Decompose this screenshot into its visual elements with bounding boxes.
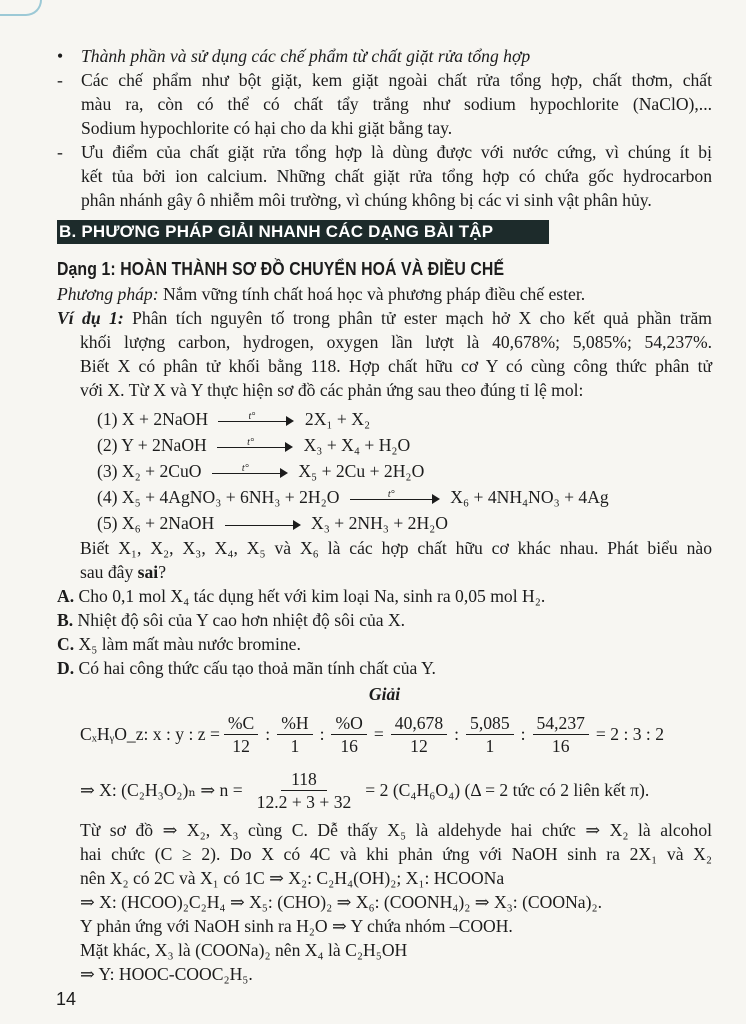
reaction-products: X₆ + 4NH₄NO₃ + 4Ag: [450, 487, 609, 507]
reaction-label: (4): [97, 487, 118, 507]
example-label: Ví dụ 1:: [57, 308, 124, 328]
reaction-reactants: X₂ + 2CuO: [121, 461, 202, 481]
text-line: phân nhánh gây ô nhiễm môi trường, vì chúng không bị các vi sinh vật phân hủy.: [81, 190, 652, 210]
reaction-reactants: X₆ + 2NaOH: [121, 513, 215, 533]
reaction-products: X₅ + 2Cu + 2H₂O: [298, 461, 425, 481]
fraction: $\frac{40,678}{12}$: [391, 712, 447, 757]
text-line: kết tủa bởi ion calcium. Những chất giặt rửa tổng hợp có chứa gốc hydrocarbon: [81, 166, 712, 186]
reaction-products: 2X₁ + X₂: [304, 409, 371, 429]
method-text: Nắm vững tính chất hoá học và phương pháp điều chế ester.: [158, 284, 586, 304]
answer-options: [57, 584, 712, 680]
option-letter: B.: [57, 610, 74, 630]
n-calc-result: = 2 (C₄H₆O₄) (Δ = 2 tức có 2 liên kết π).: [365, 780, 650, 800]
reaction-arrow-icon: [217, 436, 293, 454]
n-calc-lead: ⇒ X: (C₂H₃O₂)ₙ ⇒ n =: [80, 780, 243, 800]
dash-icon: -: [57, 70, 63, 90]
ratio-equation: CₓHᵧO_z: x : y : z = $\frac{\%C}{12}$ : $\frac{\%H}{1}$ : $\frac{\%O}{16}$ = $\frac{40,678}{12}$ : $\frac{5,085}{1}$ : $\frac{54,237}{16}$ = 2 : 3 : 2: [80, 712, 665, 756]
heat-condition: t°: [387, 488, 395, 500]
question-text: sau đây: [80, 562, 138, 582]
fraction: $\frac{\%O}{16}$: [331, 712, 366, 757]
reaction-reactants: X₅ + 4AgNO₃ + 6NH₃ + 2H₂O: [121, 487, 340, 507]
reaction-5: [57, 510, 712, 536]
bullet-heading-row: [57, 44, 712, 68]
text-line: ⇒ X: (HCOO)₂C₂H₄ ⇒ X₅: (CHO)₂ ⇒ X₆: (COONH₄)₂ ⇒ X₃: (COONa)₂.: [80, 892, 602, 912]
solution-explanation: [57, 818, 712, 986]
question-emphasis: sai: [137, 562, 159, 582]
option-c: [57, 632, 712, 656]
corner-decoration: [0, 0, 42, 16]
fraction: $\frac{54,237}{16}$: [533, 712, 589, 757]
reaction-products: X₃ + 2NH₃ + 2H₂O: [311, 513, 448, 533]
reaction-label: (1): [97, 409, 118, 429]
option-b: [57, 608, 712, 632]
reaction-arrow-icon: [225, 518, 301, 532]
question-line: Biết X₁, X₂, X₃, X₄, X₅ và X₆ là các hợp chất hữu cơ khác nhau. Phát biểu nào: [80, 538, 712, 558]
fraction: $\frac{5,085}{1}$: [466, 712, 514, 757]
reaction-reactants: Y + 2NaOH: [121, 435, 207, 455]
page-content: [57, 44, 712, 986]
option-text: X₅ làm mất màu nước bromine.: [74, 634, 301, 654]
text-line: hai chức (C ≥ 2). Do X có 4C và khi phản ứng với NaOH sinh ra 2X₁ và X₂: [80, 844, 712, 864]
dash-item-1: [57, 68, 712, 140]
fraction: $\frac{\%C}{12}$: [224, 712, 258, 757]
n-calculation: [57, 762, 712, 818]
dash-icon: -: [57, 142, 63, 162]
text-line: ⇒ Y: HOOC-COOC₂H₅.: [80, 964, 253, 984]
ratio-lead: CₓHᵧO_z: x : y : z =: [80, 724, 220, 744]
heat-condition: t°: [247, 436, 254, 448]
text-line: Ưu điểm của chất giặt rửa tổng hợp là dùng được với nước cứng, vì chúng ít bị: [81, 142, 712, 162]
text-line: Sodium hypochlorite có hại cho da khi giặt bằng tay.: [81, 118, 453, 138]
page-number: 14: [56, 989, 77, 1009]
option-letter: C.: [57, 634, 75, 654]
question-line-2: [80, 560, 712, 584]
reaction-arrow-icon: [350, 488, 440, 506]
ratio-result: = 2 : 3 : 2: [595, 724, 665, 744]
text-line: với X. Từ X và Y thực hiện sơ đồ các phản ứng sau theo đúng tỉ lệ mol:: [80, 380, 584, 400]
text-line: Biết X có phân tử khối bằng 118. Hợp chất hữu cơ Y có cùng công thức phân tử: [80, 356, 712, 376]
method-label: Phương pháp:: [57, 284, 159, 304]
reaction-label: (2): [97, 435, 118, 455]
text-line: Từ sơ đồ ⇒ X₂, X₃ cùng C. Dễ thấy X₅ là aldehyde hai chức ⇒ X₂ là alcohol: [80, 820, 712, 840]
option-text: Nhiệt độ sôi của Y cao hơn nhiệt độ sôi của X.: [73, 610, 406, 630]
reaction-products: X₃ + X₄ + H₂O: [303, 435, 411, 455]
fraction: $\frac{118}{12.2 + 3 + 32}$: [256, 768, 352, 812]
reaction-4: [57, 484, 712, 510]
fraction: $\frac{\%H}{1}$: [277, 712, 312, 757]
option-text: Có hai công thức cấu tạo thoả mãn tính chất của Y.: [74, 658, 436, 678]
example-first-line: [57, 306, 712, 330]
reaction-arrow-icon: [212, 462, 288, 480]
bullet-icon: •: [57, 46, 64, 66]
text-line: nên X₂ có 2C và X₁ có 1C ⇒ X₂: C₂H₄(OH)₂; X₁: HCOONa: [80, 868, 505, 888]
method-line: [57, 282, 712, 306]
reaction-label: (5): [97, 513, 118, 533]
reaction-arrow-icon: [218, 410, 294, 428]
section-b-title: B. PHƯƠNG PHÁP GIẢI NHANH CÁC DẠNG BÀI TẬP: [57, 220, 549, 244]
reaction-reactants: X + 2NaOH: [121, 409, 209, 429]
heat-condition: t°: [248, 410, 256, 422]
dang-1-title: Dạng 1: HOÀN THÀNH SƠ ĐỒ CHUYỂN HOÁ VÀ ĐIỀU CHẾ: [57, 259, 505, 279]
reaction-label: (3): [97, 461, 118, 481]
reaction-scheme: [57, 406, 712, 536]
option-text: Cho 0,1 mol X₄ tác dụng hết với kim loại Na, sinh ra 0,05 mol H₂.: [74, 586, 546, 606]
example-text: Phân tích nguyên tố trong phân tử ester mạch hở X cho kết quả phần trăm: [123, 308, 712, 328]
reaction-1: [57, 406, 712, 432]
text-line: Y phản ứng với NaOH sinh ra H₂O ⇒ Y chứa nhóm –COOH.: [80, 916, 513, 936]
option-a: [57, 584, 712, 608]
option-letter: D.: [57, 658, 75, 678]
option-d: [57, 656, 712, 680]
option-letter: A.: [57, 586, 75, 606]
reaction-2: [57, 432, 712, 458]
dash-item-2: [57, 140, 712, 212]
text-line: màu ra, còn có thể có chất tẩy trắng như sodium hypochlorite (NaClO),...: [81, 94, 712, 114]
bullet-heading: Thành phần và sử dụng các chế phẩm từ chất giặt rửa tổng hợp: [81, 46, 531, 66]
text-line: khối lượng carbon, hydrogen, oxygen lần lượt là 40,678%; 5,085%; 54,237%.: [80, 332, 712, 352]
text-line: Các chế phẩm như bột giặt, kem giặt ngoài chất rửa tổng hợp, chất thơm, chất: [81, 70, 712, 90]
reaction-3: [57, 458, 712, 484]
text-line: Mặt khác, X₃ là (COONa)₂ nên X₄ là C₂H₅OH: [80, 940, 408, 960]
solution-heading: Giải: [368, 684, 401, 704]
heat-condition: t°: [241, 462, 249, 474]
question-mark: ?: [158, 562, 167, 582]
